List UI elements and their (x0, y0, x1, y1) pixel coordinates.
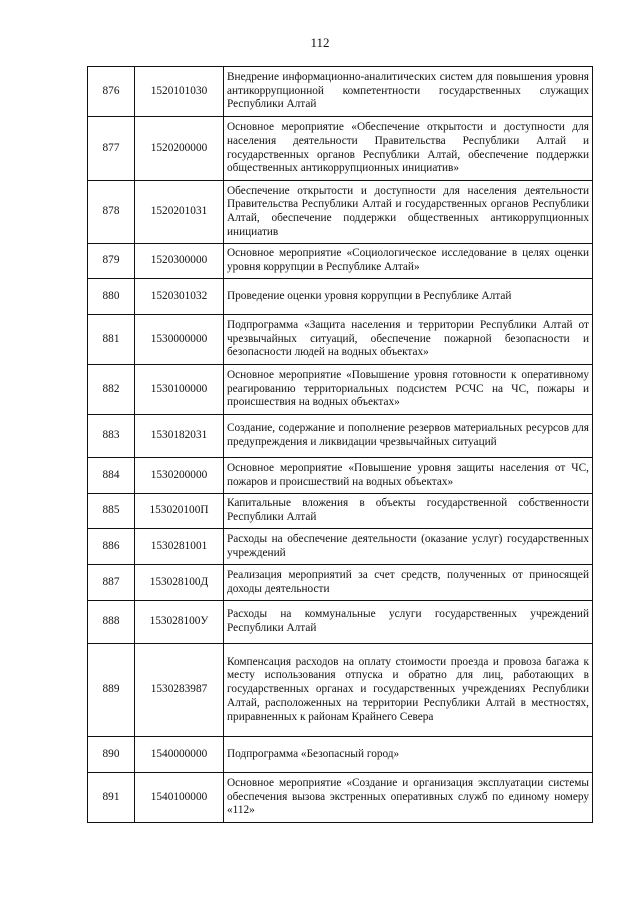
classification-code: 153020100П (135, 494, 224, 529)
table-row (88, 773, 593, 823)
row-number: 878 (88, 181, 135, 244)
row-number: 876 (88, 67, 135, 117)
row-number: 880 (88, 279, 135, 315)
classification-code: 1530283987 (135, 644, 224, 737)
classification-code: 1530182031 (135, 415, 224, 458)
row-number: 884 (88, 458, 135, 494)
table-row (88, 737, 593, 773)
row-number: 886 (88, 529, 135, 565)
classification-code: 1520201031 (135, 181, 224, 244)
table-row (88, 117, 593, 181)
table-row (88, 67, 593, 117)
row-description: Создание, содержание и пополнение резервов материальных ресурсов для предупреждения и ликвидации чрезвычайных ситуаций (224, 415, 593, 458)
table-row (88, 494, 593, 529)
table-row (88, 565, 593, 601)
row-description: Основное мероприятие «Создание и организация эксплуатации системы обеспечения вызова экстренных оперативных служб по единому номеру «112» (224, 773, 593, 823)
row-description: Расходы на коммунальные услуги государственных учреждений Республики Алтай (224, 601, 593, 644)
table-row (88, 644, 593, 737)
table-row (88, 181, 593, 244)
classification-code: 1530000000 (135, 315, 224, 365)
table-row (88, 601, 593, 644)
row-description: Подпрограмма «Защита населения и территории Республики Алтай от чрезвычайных ситуаций, обеспечение пожарной безопасности и безопасности людей на водных объектах» (224, 315, 593, 365)
row-description: Основное мероприятие «Повышение уровня готовности к оперативному реагированию территориальных подсистем РСЧС на ЧС, пожары и происшествия на водных объектах» (224, 365, 593, 415)
classification-code: 1540100000 (135, 773, 224, 823)
page-number: 112 (310, 35, 330, 50)
row-number: 879 (88, 244, 135, 279)
classification-code: 1530281001 (135, 529, 224, 565)
table-row (88, 279, 593, 315)
classification-code: 153028100Д (135, 565, 224, 601)
row-description: Реализация мероприятий за счет средств, полученных от приносящей доходы деятельности (224, 565, 593, 601)
table-row (88, 415, 593, 458)
row-number: 877 (88, 117, 135, 181)
row-number: 885 (88, 494, 135, 529)
row-description: Основное мероприятие «Обеспечение открытости и доступности для населения деятельности Правительства Республики Алтай и государственных органов Республики Алтай, обеспечение поддержки общественных антикоррупционных инициатив» (224, 117, 593, 181)
row-description: Основное мероприятие «Повышение уровня защиты населения от ЧС, пожаров и происшествий на водных объектах» (224, 458, 593, 494)
row-number: 887 (88, 565, 135, 601)
budget-classification-table (87, 66, 593, 823)
classification-code: 1520301032 (135, 279, 224, 315)
row-number: 888 (88, 601, 135, 644)
row-number: 881 (88, 315, 135, 365)
row-description: Основное мероприятие «Социологическое исследование в целях оценки уровня коррупции в Республике Алтай» (224, 244, 593, 279)
row-number: 890 (88, 737, 135, 773)
row-number: 883 (88, 415, 135, 458)
classification-code: 153028100У (135, 601, 224, 644)
row-description: Капитальные вложения в объекты государственной собственности Республики Алтай (224, 494, 593, 529)
row-description: Обеспечение открытости и доступности для населения деятельности Правительства Республики Алтай и государственных органов Республики Алтай, обеспечение поддержки общественных антикоррупционных инициатив (224, 181, 593, 244)
classification-code: 1540000000 (135, 737, 224, 773)
classification-code: 1520101030 (135, 67, 224, 117)
classification-code: 1520200000 (135, 117, 224, 181)
table-row (88, 244, 593, 279)
classification-code: 1530200000 (135, 458, 224, 494)
table-row (88, 315, 593, 365)
table-row (88, 529, 593, 565)
classification-code: 1530100000 (135, 365, 224, 415)
row-number: 891 (88, 773, 135, 823)
row-description: Внедрение информационно-аналитических систем для повышения уровня антикоррупционной компетентности государственных служащих Республики Алтай (224, 67, 593, 117)
row-description: Подпрограмма «Безопасный город» (224, 737, 593, 773)
row-description: Компенсация расходов на оплату стоимости проезда и провоза багажа к месту использования отпуска и обратно для лиц, работающих в государственных органах и государственных учреждениях Республики Алтай, расположенных на территории Республики Алтай в местностях, приравненных к районам Крайнего Севера (224, 644, 593, 737)
row-number: 882 (88, 365, 135, 415)
row-number: 889 (88, 644, 135, 737)
table-row (88, 458, 593, 494)
table-row (88, 365, 593, 415)
row-description: Расходы на обеспечение деятельности (оказание услуг) государственных учреждений (224, 529, 593, 565)
row-description: Проведение оценки уровня коррупции в Республике Алтай (224, 279, 593, 315)
classification-code: 1520300000 (135, 244, 224, 279)
